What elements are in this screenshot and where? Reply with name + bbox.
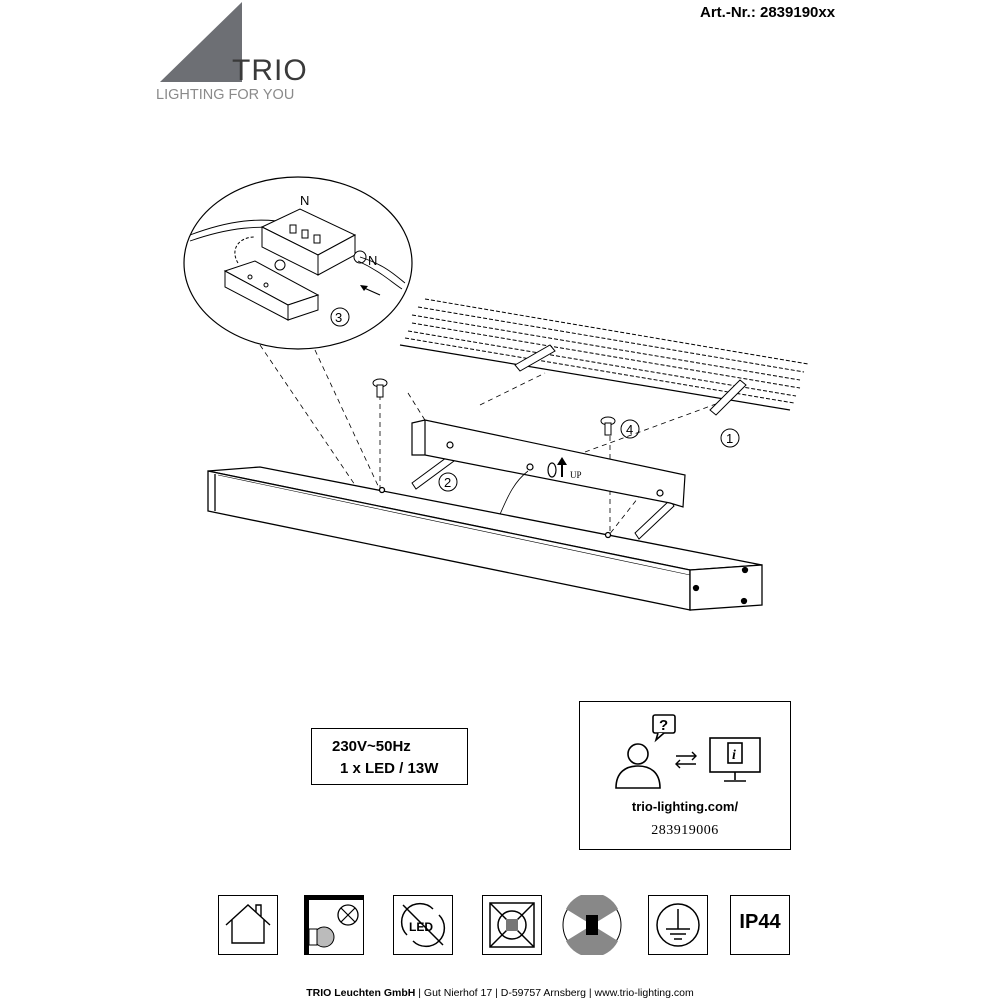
logo-name: TRIO: [232, 54, 308, 87]
spec-box: [311, 728, 468, 785]
no-covering-icon: [482, 895, 542, 955]
indoor-house-icon: [218, 895, 278, 955]
wall-plug-icon: [515, 345, 746, 415]
footer: [0, 987, 1000, 999]
wire-label-n: N: [300, 193, 310, 208]
spec-voltage: 230V~50Hz: [332, 738, 411, 755]
step-1-label: 1: [726, 431, 734, 446]
up-down-light-icon: [562, 895, 622, 955]
ip-rating-label: IP44: [739, 911, 781, 933]
up-label: UP: [570, 470, 582, 480]
info-box: [579, 701, 791, 850]
wire-label-n-right: N: [368, 253, 378, 268]
ceiling-surface: [400, 299, 808, 410]
ceiling-wall-mount-icon: [304, 895, 364, 955]
footer-address: | Gut Nierhof 17 | D-59757 Arnsberg | www.trio-lighting.com: [415, 987, 694, 999]
mounting-bracket: [412, 420, 685, 507]
step-3-label: 3: [335, 310, 343, 325]
logo-tagline: LIGHTING FOR YOU: [156, 87, 295, 103]
footer-company: TRIO Leuchten GmbH: [306, 987, 416, 999]
svg-text:i: i: [732, 748, 736, 763]
svg-text:?: ?: [659, 717, 669, 734]
step-2-label: 2: [444, 475, 452, 490]
installation-diagram: [150, 165, 850, 635]
info-code: 283919006: [651, 823, 719, 838]
step-4-label: 4: [626, 422, 634, 437]
ip-rating-icon: [730, 895, 790, 955]
spec-lamp: 1 x LED / 13W: [340, 760, 439, 777]
online-help-icon: [608, 712, 764, 792]
info-url[interactable]: trio-lighting.com/: [631, 799, 739, 814]
svg-text:LED: LED: [409, 920, 433, 934]
led-not-replaceable-icon: [393, 895, 453, 955]
article-number: Art.-Nr.: 2839190xx: [700, 4, 836, 21]
protective-earth-icon: [648, 895, 708, 955]
